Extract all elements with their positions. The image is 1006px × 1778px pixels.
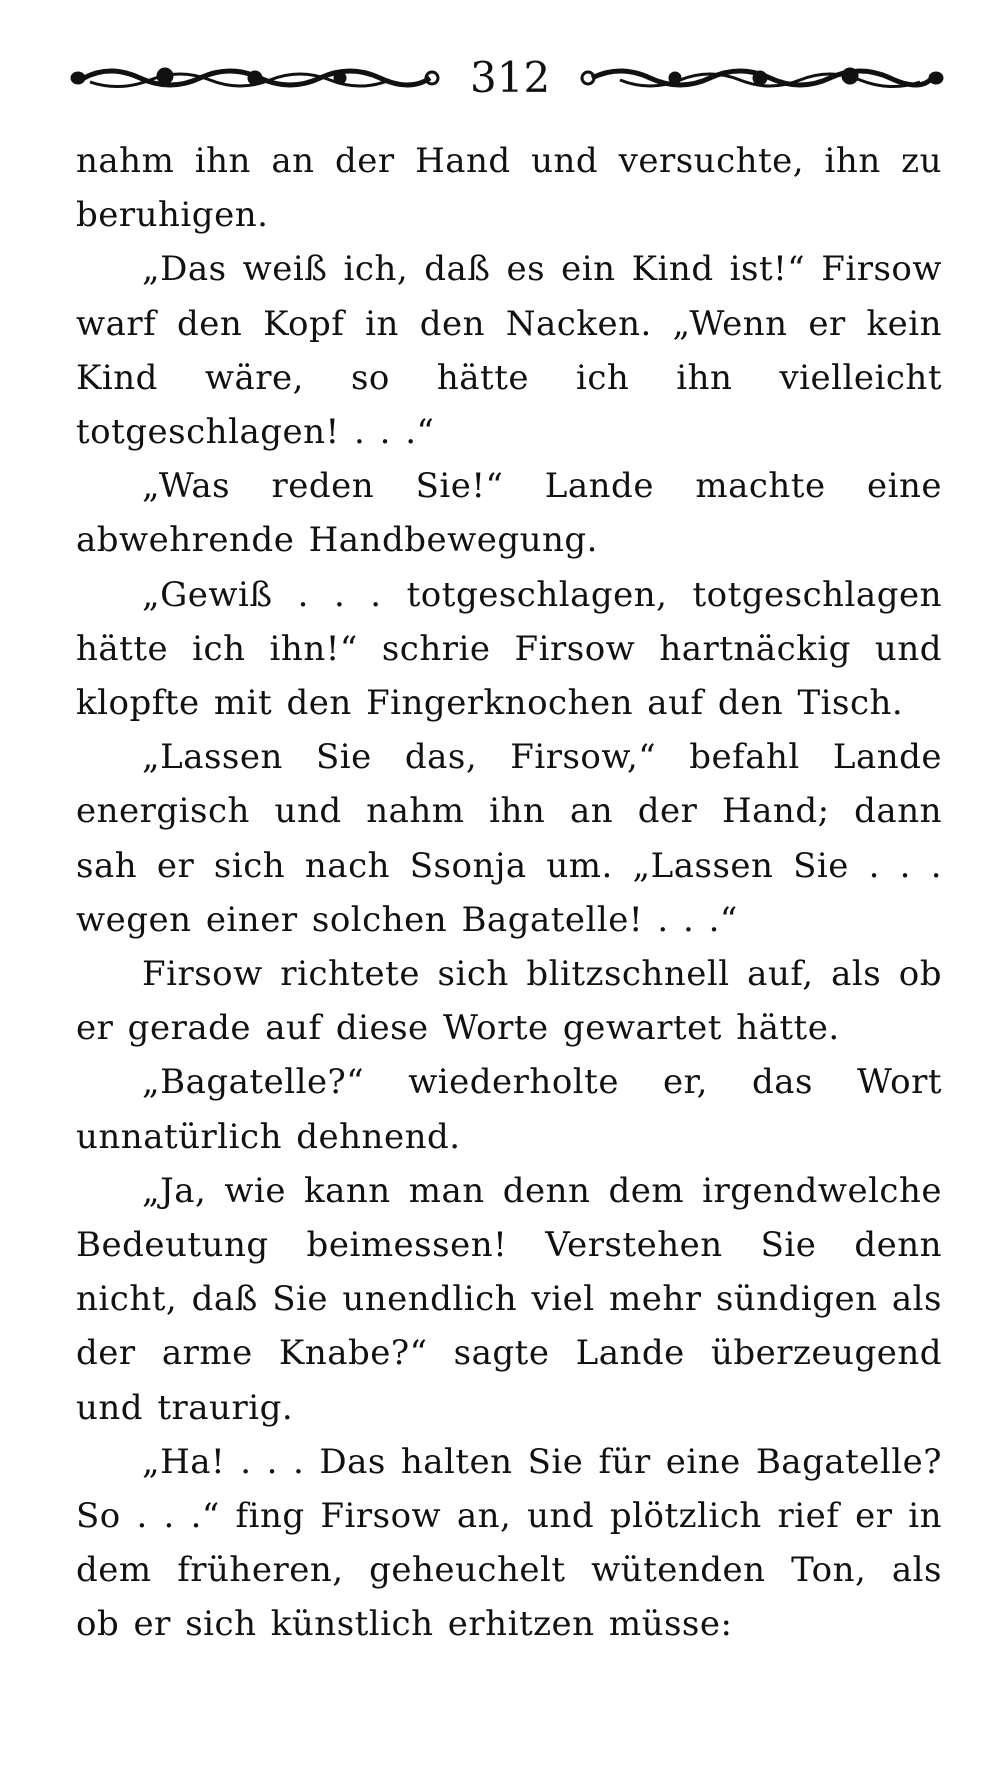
paragraph: nahm ihn an der Hand und versuchte, ihn zu beruhigen. <box>76 141 942 236</box>
paragraph: „Das weiß ich, daß es ein Kind ist!“ Firsow warf den Kopf in den Nacken. „Wenn er kein Kind wäre, so hätte ich ihn vielleicht totgeschlagen! . . .“ <box>76 249 942 453</box>
ornament-left-icon <box>70 60 440 96</box>
page-number: 312 <box>470 53 551 102</box>
paragraph: Firsow richtete sich blitzschnell auf, als ob er gerade auf diese Worte gewartet hätte. <box>76 954 942 1049</box>
ornament-right-icon <box>580 60 945 96</box>
page-header <box>0 48 1006 108</box>
paragraph: „Ha! . . . Das halten Sie für eine Bagatelle? So . . .“ fing Firsow an, und plötzlich rief er in dem früheren, geheuchelt wütenden Ton, als ob er sich künstlich erhitzen müsse: <box>76 1441 942 1645</box>
paragraph: „Gewiß . . . totgeschlagen, totgeschlagen hätte ich ihn!“ schrie Firsow hartnäckig und klopfte mit den Fingerknochen auf den Tisch. <box>76 574 942 724</box>
paragraph: „Bagatelle?“ wiederholte er, das Wort unnatürlich dehnend. <box>76 1062 942 1157</box>
page-text <box>76 134 942 1652</box>
paragraph: „Was reden Sie!“ Lande machte eine abwehrende Handbewegung. <box>76 466 942 561</box>
paragraph: „Ja, wie kann man denn dem irgendwelche Bedeutung beimessen! Verstehen Sie denn nicht, daß Sie unendlich viel mehr sündigen als der arme Knabe?“ sagte Lande überzeugend und traurig. <box>76 1170 942 1428</box>
paragraph: „Lassen Sie das, Firsow,“ befahl Lande energisch und nahm ihn an der Hand; dann sah er sich nach Ssonja um. „Lassen Sie . . . wegen einer solchen Bagatelle! . . .“ <box>76 737 942 940</box>
